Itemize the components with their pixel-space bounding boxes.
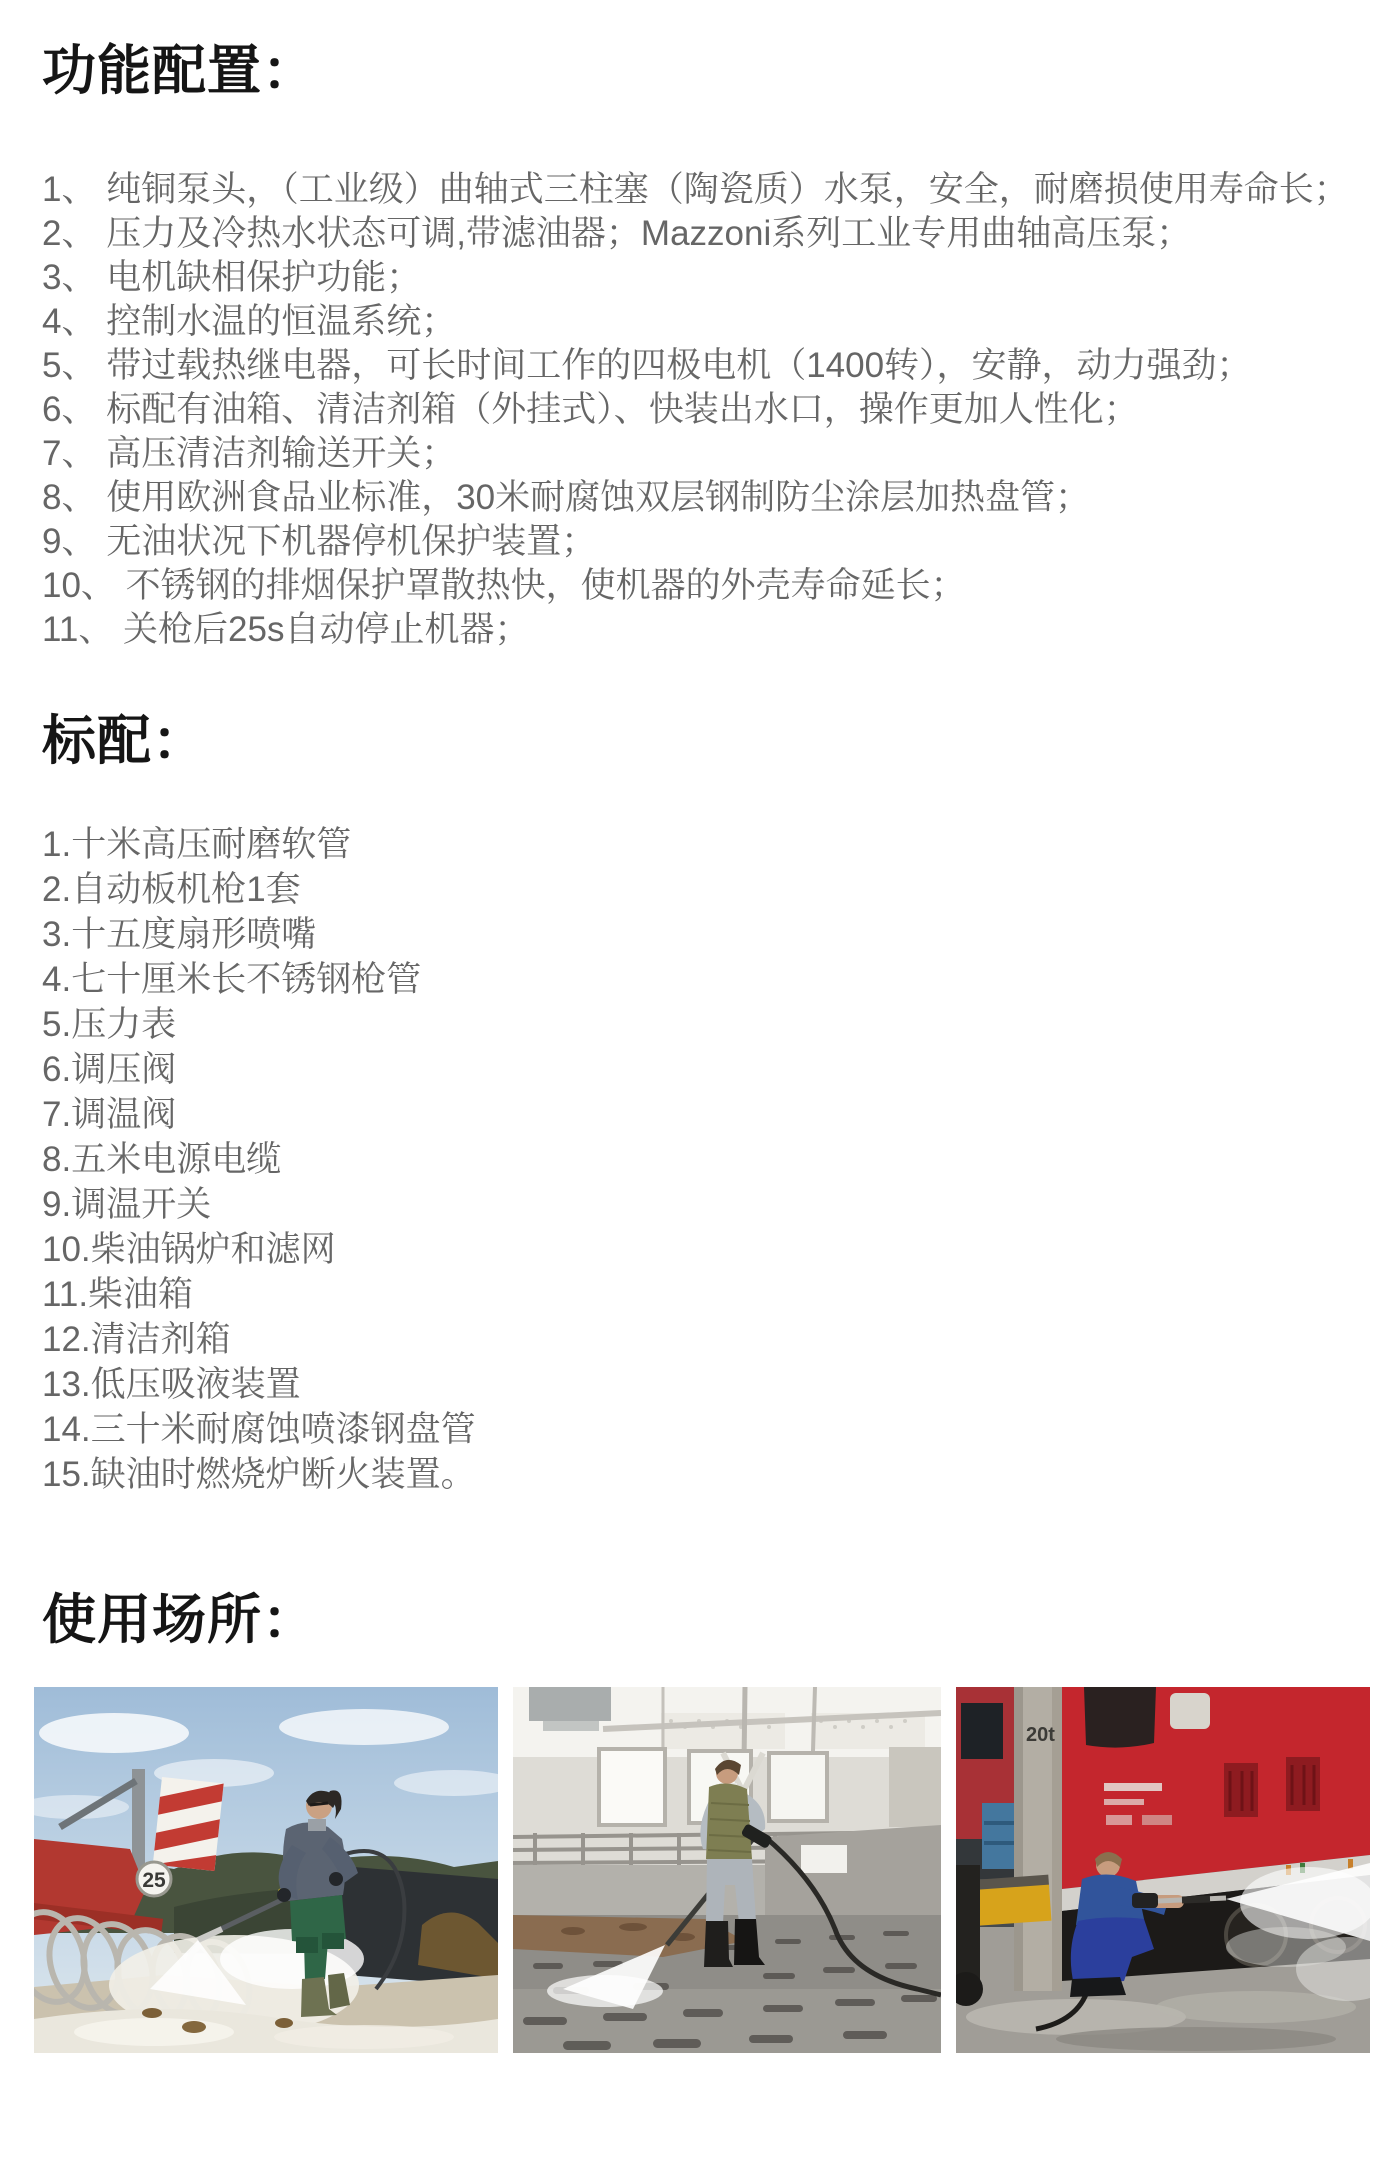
standard-item: 2.自动板机枪1套 xyxy=(42,870,301,909)
standard-item: 8.五米电源电缆 xyxy=(42,1140,282,1179)
standard-item: 11.柴油箱 xyxy=(42,1275,194,1314)
standard-config-list xyxy=(42,822,1360,1497)
standard-item: 5.压力表 xyxy=(42,1005,177,1044)
feature-item: 3、 电机缺相保护功能； xyxy=(42,258,422,297)
usage-photos-row xyxy=(34,1687,1360,2053)
barn-photo-illustration xyxy=(513,1687,941,2053)
agriculture-photo-illustration xyxy=(34,1687,498,2053)
usage-locations-heading: 使用场所： xyxy=(42,1590,317,1650)
standard-item: 1.十米高压耐磨软管 xyxy=(42,825,352,864)
standard-item: 15.缺油时燃烧炉断火装置。 xyxy=(42,1455,476,1494)
standard-item: 7.调温阀 xyxy=(42,1095,177,1134)
standard-item: 12.清洁剂箱 xyxy=(42,1320,231,1359)
standard-item: 14.三十米耐腐蚀喷漆钢盘管 xyxy=(42,1410,476,1449)
feature-item: 5、 带过载热继电器，可长时间工作的四极电机（1400转），安静，动力强劲； xyxy=(42,346,1252,385)
standard-item: 13.低压吸液装置 xyxy=(42,1365,301,1404)
product-description-page xyxy=(0,36,1400,2095)
standard-item: 9.调温开关 xyxy=(42,1185,212,1224)
standard-config-heading: 标配： xyxy=(42,711,207,771)
standard-item: 3.十五度扇形喷嘴 xyxy=(42,915,317,954)
feature-item: 7、 高压清洁剂输送开关； xyxy=(42,434,457,473)
feature-item: 10、 不锈钢的排烟保护罩散热快，使机器的外壳寿命延长； xyxy=(42,566,966,605)
windows-graphic xyxy=(599,1747,941,1827)
feature-item: 4、 控制水温的恒温系统； xyxy=(42,302,457,341)
feature-item: 9、 无油状况下机器停机保护装置； xyxy=(42,522,597,561)
feature-item: 2、 压力及冷热水状态可调,带滤油器；Mazzoni系列工业专用曲轴高压泵； xyxy=(42,214,1192,253)
feature-item: 6、 标配有油箱、清洁剂箱（外挂式）、快装出水口，操作更加人性化； xyxy=(42,390,1139,429)
photo-barn-floor-cleaning xyxy=(513,1687,941,2053)
dark-equipment-graphic xyxy=(956,1865,983,2006)
speed-sign-label: 25 xyxy=(142,1869,166,1892)
train-photo-illustration xyxy=(956,1687,1370,2053)
pillar-weight-marking: 20t xyxy=(1026,1724,1055,1746)
feature-item: 8、 使用欧洲食品业标准，30米耐腐蚀双层钢制防尘涂层加热盘管； xyxy=(42,478,1091,517)
photo-agricultural-machinery-cleaning xyxy=(34,1687,498,2053)
concrete-pillar-graphic xyxy=(1014,1687,1062,1991)
standard-item: 10.柴油锅炉和滤网 xyxy=(42,1230,336,1269)
feature-item: 1、 纯铜泵头，（工业级）曲轴式三柱塞（陶瓷质）水泵，安全，耐磨损使用寿命长； xyxy=(42,170,1349,209)
feature-list xyxy=(42,168,1360,652)
photo-train-cleaning xyxy=(956,1687,1370,2053)
standard-item: 4.七十厘米长不锈钢枪管 xyxy=(42,960,422,999)
features-heading: 功能配置： xyxy=(42,41,317,101)
left-train-graphic xyxy=(956,1687,1016,1879)
standard-item: 6.调压阀 xyxy=(42,1050,177,1089)
feature-item: 11、 关枪后25s自动停止机器； xyxy=(42,610,530,649)
yellow-machine-graphic xyxy=(974,1875,1051,1926)
